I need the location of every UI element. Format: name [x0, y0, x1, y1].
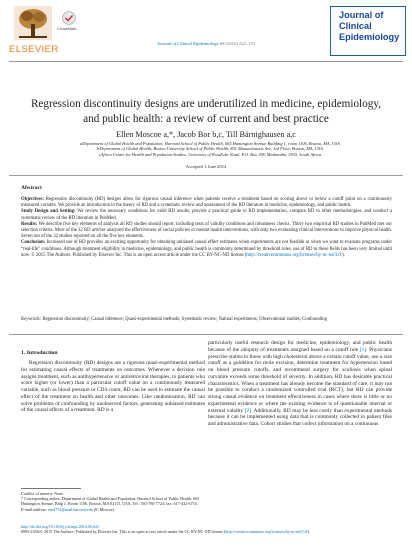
abstract-results: [21, 222, 392, 241]
article-title: Regression discontinuity designs are underutilized in medicine, epidemiology, and public health: a review of current and best practice: [30, 98, 382, 125]
conclusion-text: Increased use of RD provides an exciting opportunity for obtaining unbiased causal effect estimates when experiments are not feasible or when we want to evaluate programs under “real-life” conditions. Although treatment eligibility in medicine, epidemiology, and public health is commonly determined by threshold rules, use of RD in these fields has been very limited until now. © 2015 The Authors. Published by Elsevier Inc. This is an open access article under the CC BY-NC-ND license (: [21, 240, 392, 258]
footnote-divider: [21, 488, 81, 489]
abstract-heading: Abstract: [21, 185, 42, 191]
body-right-column: [208, 340, 392, 428]
affiliation-b: bDepartment of Global Health, Boston University School of Public Health, 801 Massachusetts Ave, 3rd Floor, Boston, MA, USA: [97, 146, 323, 152]
abstract-top-divider: [9, 175, 403, 176]
journal-box-title: Journal of Clinical Epidemiology: [339, 10, 400, 42]
accepted-date: Accepted 1 June 2014: [185, 164, 227, 169]
issn-text: 0895-4356/© 2015 The Authors. Published by Elsevier Inc. This is an open access article under the CC BY-NC-ND license (: [21, 529, 226, 535]
bottom-license-link[interactable]: http://creativecommons.org/licenses/by-nc-nd/3.0/: [225, 529, 308, 535]
right-text-2: . Physicians prescribe statins to those with high cholesterol above a certain cutoff value, use a size cutoff as a guideline for mole excision, determine treatment for hypertension based on blood pressure cutoffs, and recommend surgery for scoliosis when spinal curvature exceeds some threshold of severity. In addition, RD has desirable practical characteristics. When a treatment has already become the standard of care, it may not be possible to conduct a randomized controlled trial (RCT), but RD can provide strong causal evidence on treatment effectiveness in cases where there is little or no experimental evidence or where the existing evidence is of questionable internal or external validity: [208, 346, 392, 414]
keywords-text: Regression discontinuity; Causal inference; Quasi-experimental methods; Systematic review; Natural experiments; Observational studies; Confounding: [41, 317, 327, 322]
abstract-bottom-divider: [9, 334, 403, 335]
reference-link-1[interactable]: [1]: [359, 346, 367, 353]
right-text-1: particularly useful research design for medicine, epidemiology, and public health because of the ubiquity of treatments assigned based on a cutoff rule: [208, 340, 392, 353]
bottom-license-end: ).: [307, 529, 311, 535]
abstract-objectives: [21, 197, 392, 209]
reference-link-2[interactable]: [2]: [244, 407, 251, 414]
crossmark-icon[interactable]: [62, 11, 76, 25]
email-suffix: (E. Moscoe).: [92, 506, 116, 512]
abstract-body: [21, 197, 392, 259]
journal-name-link[interactable]: Journal of Clinical Epidemiology: [156, 41, 219, 46]
corresponding-author: * Corresponding author. Department of Global Health and Population, Harvard School of Public Health, 665 Huntington Avenue, Bldg 1, Room 1106, Boston, MA 02115, USA. Tel.: 503-780-7724; fax: 617-432-6733.: [21, 496, 200, 507]
design-text: We review the necessary conditions for valid RD results, provide a practical guide to RD implementation, compare RD to other methodologies, and conduct a systematic review of the RD literature in PubMed.: [21, 209, 392, 221]
results-text: We describe five key elements of analysis all RD studies should report, including tests of validity conditions and robustness checks. Thirty two empirical RD studies in PubMed met our selection criteria. Most of the 32 RD articles analyzed the effectiveness of social policies or mental health interventions, with only two evaluating clinical interventions to improve physical health. Seven out of the 32 studies reported on all the five key elements.: [21, 221, 392, 240]
author-list: Ellen Moscoe a,*, Jacob Bor b,c, Till Bärnighausen a,c: [116, 130, 296, 139]
license-end: ).: [342, 252, 345, 258]
issn-license-line: [21, 529, 393, 534]
citation-line: [0, 41, 412, 46]
license-link[interactable]: http://creativecommons.org/licenses/by-nc-nd/3.0/: [246, 252, 343, 258]
conflict-of-interest: Conflict of interest: None.: [21, 491, 64, 496]
body-left-column: [21, 360, 205, 414]
affiliation-a: aDepartment of Global Health and Population, Harvard School of Public Health, 665 Huntington Avenue Building 1, room 1106, Boston, MA, USA: [80, 141, 340, 146]
header-divider: [9, 61, 403, 62]
email-link[interactable]: em4751@mail.harvard.edu: [48, 506, 93, 512]
journal-title-box: [330, 6, 406, 56]
right-text-3: . Additionally, RD may be less costly than experimental methods because it can be implemented using data that is commonly collected in patient files and administrative data. Cohort studies that collect information on a continuous: [208, 407, 392, 427]
abstract-conclusion: [21, 240, 392, 259]
objectives-label: Objectives:: [21, 197, 44, 202]
affiliations: [28, 141, 392, 157]
bottom-license: [21, 524, 393, 535]
conclusion-label: Conclusion:: [21, 240, 46, 246]
objectives-text: Regression discontinuity (RD) designs allow for rigorous causal inference when patients receive a treatment based on scoring above or below a cutoff point on a continuously measured variable. We provide an introduction to the theory of RD and a systematic review and assessment of the RD literature in medicine, epidemiology, and public health.: [21, 197, 392, 209]
keywords-label: Keywords:: [21, 317, 42, 322]
design-label: Study Design and Setting:: [21, 209, 76, 215]
citation-volume-pages: 68 (2015) 122–133: [218, 41, 255, 46]
email-label: E-mail address:: [21, 506, 49, 512]
results-label: Results:: [21, 221, 38, 227]
doi-link[interactable]: http://dx.doi.org/10.1016/j.jclinepi.2014.06.021: [21, 524, 100, 529]
elsevier-tree-logo: [14, 6, 52, 40]
section-heading-introduction: 1. Introduction: [21, 350, 58, 356]
abstract-design: [21, 209, 392, 221]
keywords: [21, 317, 392, 323]
affiliation-c: cAfrica Centre for Health and Population Studies, University of KwaZulu-Natal, P.O. Box 198, Mtubatuba, 3935, South Africa: [98, 151, 322, 157]
email-line: [21, 507, 205, 512]
intro-paragraph-left: Regression discontinuity (RD) designs are a rigorous quasi-experimental method for estimating causal effects of treatments on outcomes. Whenever a decision rule assigns treatment, such as antihypertensive or antiretroviral therapies, to patients who score higher (or lower) than a particular cutoff value on a continuously measured variable, such as blood pressure or CD4 count, RD can be used to estimate the causal effect of the treatment on health and other outcomes. Like randomization, RD can solve problems of confounding by unobserved factors, generating unbiased estimates of the causal effects of a treatment. RD is a: [21, 360, 205, 414]
crossmark-label: CrossMark: [57, 26, 77, 31]
intro-paragraph-right: [208, 340, 392, 428]
footnotes: [21, 491, 205, 512]
publisher-name: ELSEVIER: [9, 44, 59, 55]
